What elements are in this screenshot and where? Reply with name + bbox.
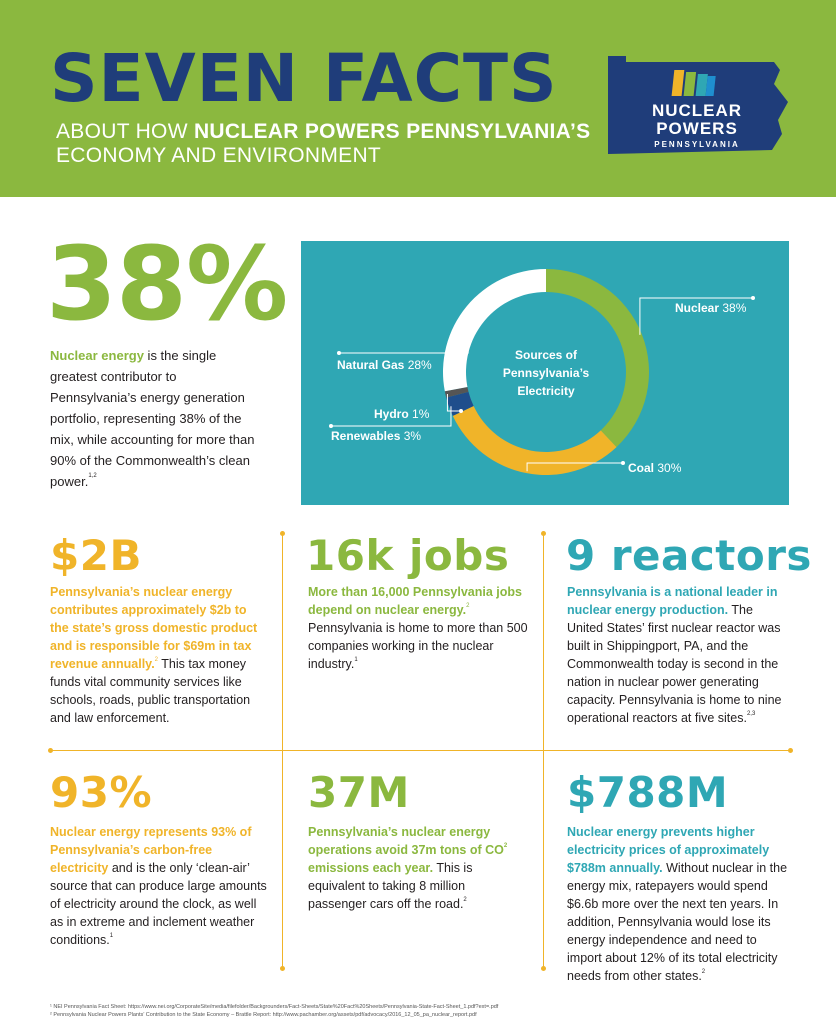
fact-788m-body: Without nuclear in the energy mix, ratepayers would spend $6.6b more over the next ten years. In addition, Pennsylvania would lose its energy independence and need to import about 12% of its total electricity needs from other states.	[567, 861, 788, 983]
header-banner	[0, 0, 836, 197]
fact-93-text: Nuclear energy represents 93% of Pennsylvania’s carbon-free electricity and is the only ‘clean-air’ source that can produce large amounts of electricity around the clock, as well as in extreme and inclement weather conditions.$^1$	[50, 825, 267, 947]
fact-37m-body: This is equivalent to taking 8 million passenger cars off the road.	[308, 861, 473, 911]
leader-dot	[459, 409, 463, 413]
divider-dot	[541, 531, 546, 536]
stat-2b: $2B	[50, 531, 142, 580]
stat-9-reactors: 9 reactors	[566, 531, 812, 580]
subtitle-prefix: ABOUT HOW	[56, 120, 194, 143]
fact-93-body: and is the only ‘clean-air’ source that can produce large amounts of electricity around the clock, as well as in extreme and inclement weather conditions.	[50, 861, 267, 947]
leader-dot	[337, 351, 341, 355]
fact-jobs-body: Pennsylvania is home to more than 500 companies working in the nuclear industry.	[308, 621, 528, 671]
leader-dot	[621, 461, 625, 465]
logo-line-2: POWERS	[656, 119, 738, 138]
fact-38-text	[50, 345, 265, 492]
logo-line-1: NUCLEAR	[651, 101, 743, 120]
divider-dot	[541, 966, 546, 971]
stat-38-percent: 38%	[46, 225, 288, 344]
fact-38-lead: Nuclear energy	[50, 348, 144, 363]
legend-natural-gas: Natural Gas 28%	[337, 358, 432, 372]
leader-dot	[329, 424, 333, 428]
divider-dot	[280, 966, 285, 971]
legend-hydro: Hydro 1%	[374, 407, 430, 421]
chart-title-line-1: Sources of	[514, 348, 577, 362]
fact-2b-body: This tax money funds vital community services like schools, roads, public transportation and law enforcement.	[50, 657, 251, 725]
leader-dot	[751, 296, 755, 300]
electricity-sources-chart	[301, 241, 789, 505]
legend-renewables: Renewables 3%	[331, 429, 422, 443]
footnotes	[50, 1003, 810, 1019]
legend-coal: Coal 30%	[628, 461, 682, 475]
chart-title	[486, 346, 606, 400]
fact-788m-lead: Nuclear energy prevents higher electricity prices of approximately $788m annually.	[567, 825, 770, 875]
fact-38-body: is the single greatest contributor to Pennsylvania’s energy generation portfolio, representing 38% of the mix, while accounting for more than 90% of the Commonwealth’s clean power.	[50, 348, 255, 489]
chart-title-line-2: Pennsylvania’s	[502, 366, 590, 380]
divider-dot	[280, 531, 285, 536]
fact-2b-text: Pennsylvania’s nuclear energy contributes approximately $2b to the state’s gross domestic product and is responsible for $69m in tax revenue annually.$^2$ This tax money funds vital community services like schools, roads, public transportation and law enforcement.	[50, 585, 258, 725]
slice-coal	[453, 406, 617, 475]
fact-93-lead: Nuclear energy represents 93% of Pennsylvania’s carbon-free electricity	[50, 825, 252, 875]
page-title: SEVEN FACTS	[50, 40, 558, 117]
subtitle-line2: ECONOMY AND ENVIRONMENT	[56, 144, 382, 167]
fact-2b-lead: Pennsylvania’s nuclear energy contributes approximately $2b to the state’s gross domestic product and is responsible for $69m in tax revenue annually.	[50, 585, 258, 671]
fact-jobs-text: More than 16,000 Pennsylvania jobs depend on nuclear energy.$^2$ Pennsylvania is home to more than 500 companies working in the nuclear industry.$^1$	[308, 585, 528, 671]
nuclear-powers-pa-logo	[604, 54, 790, 158]
fact-reactors-text: Pennsylvania is a national leader in nuclear energy production. The United States’ first nuclear reactor was built in Shippingport, PA, and the Commonwealth today is second in the nation in nuclear power generating capacity. Pennsylvania is home to nine operational reactors at five sites.$^{2,3}$	[567, 585, 782, 725]
stat-788m: $788M	[567, 768, 729, 817]
stat-16k-jobs: 16k jobs	[306, 531, 510, 580]
legend-nuclear: Nuclear 38%	[675, 301, 747, 315]
fact-reactors-body: The United States’ first nuclear reactor was built in Shippingport, PA, and the Commonwealth today is second in the nation in nuclear power generating capacity. Pennsylvania is home to nine operational reactors at five sites.	[567, 603, 782, 725]
chart-title-line-3: Electricity	[517, 384, 575, 398]
subtitle-bold: NUCLEAR POWERS PENNSYLVANIA’S	[193, 120, 591, 143]
divider-dot	[788, 748, 793, 753]
fact-37m-lead: Pennsylvania’s nuclear energy operations avoid 37m tons of $CO^2$ emissions each year.	[308, 825, 508, 875]
stat-93-percent: 93%	[50, 768, 153, 817]
fact-reactors-lead: Pennsylvania is a national leader in nuclear energy production.	[567, 585, 778, 617]
fact-37m-text: Pennsylvania’s nuclear energy operations avoid 37m tons of $CO^2$ emissions each year. This is equivalent to taking 8 million passenger cars off the road.$^2$	[308, 825, 508, 911]
fact-jobs-lead: More than 16,000 Pennsylvania jobs depend on nuclear energy.	[308, 585, 522, 617]
logo-line-3: PENNSYLVANIA	[654, 140, 740, 149]
divider-horizontal	[50, 750, 790, 751]
footnote-2: ² Pennsylvania Nuclear Powers Plants’ Contribution to the State Economy – Brattle Report: http://www.pachamber.org/assets/pdf/advocacy/2016_12_05_pa_nuclear_report.pdf	[50, 1012, 477, 1018]
fact-38-ref: 1,2	[88, 473, 97, 479]
footnote-1: ¹ NEI Pennsylvania Fact Sheet: https://www.nei.org/CorporateSite/media/filefolder/Backgrounders/Fact-Sheets/State%20Fact%20Sheets/Pennsylvania-State-Fact-Sheet_1.pdf?ext=.pdf	[50, 1004, 499, 1010]
page-subtitle	[56, 120, 590, 168]
divider-dot	[48, 748, 53, 753]
stat-37m: 37M	[308, 768, 410, 817]
fact-788m-text: Nuclear energy prevents higher electricity prices of approximately $788m annually. Without nuclear in the energy mix, ratepayers would spend $6.6b more over the next ten years. In addition, Pennsylvania would lose its energy independence and need to import about 12% of its total electricity needs from other states.$^2$	[567, 825, 788, 983]
